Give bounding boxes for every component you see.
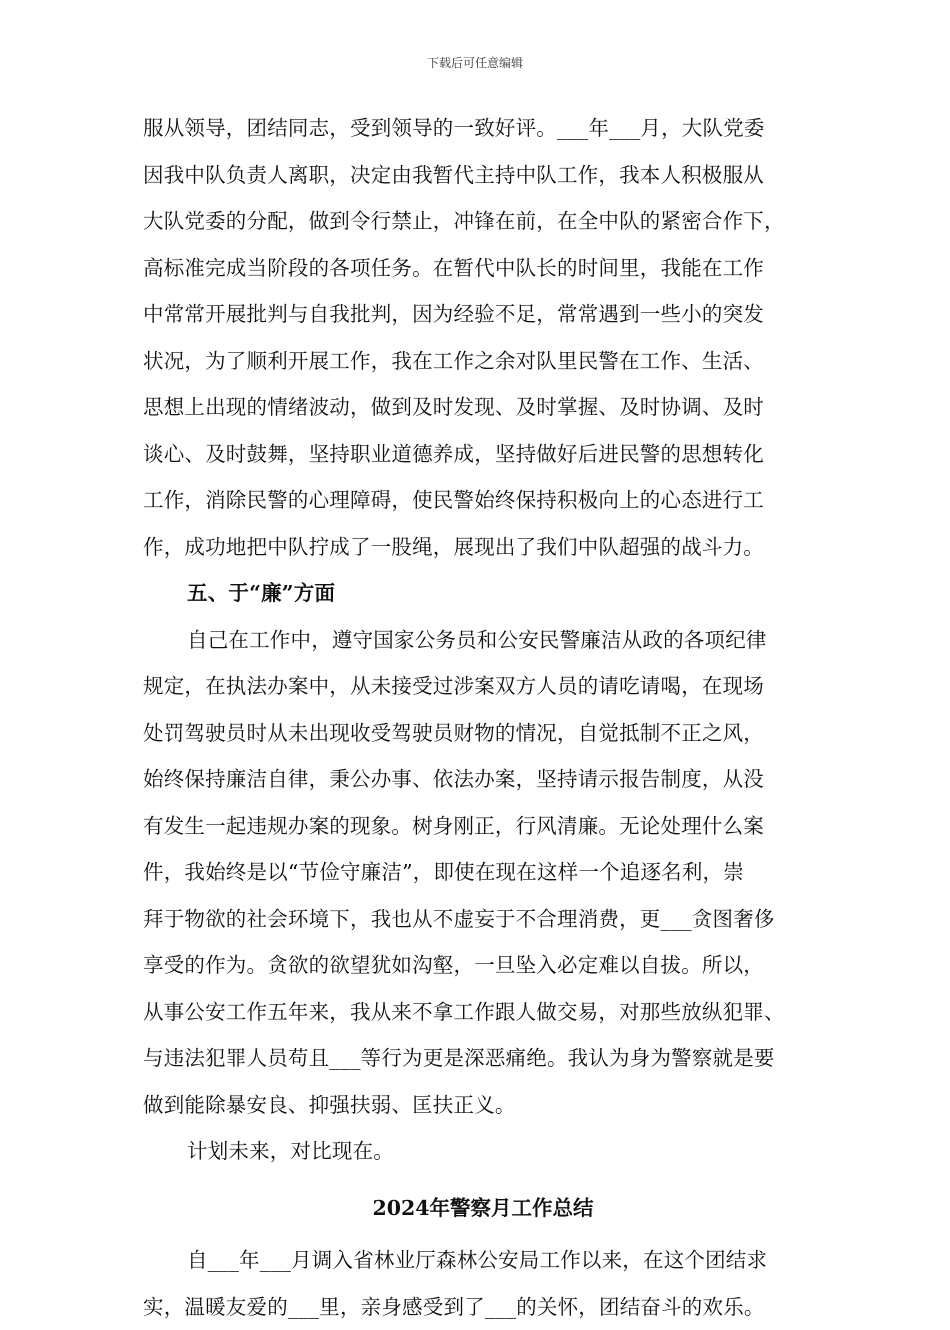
paragraph-line: 工作，消除民警的心理障碍，使民警始终保持积极向上的心态进行工	[143, 477, 823, 524]
paragraph-line: 处罚驾驶员时从未出现收受驾驶员财物的情况，自觉抵制不正之风，	[143, 710, 823, 757]
previous-section-text	[143, 105, 823, 570]
paragraph-line: 拜于物欲的社会环境下，我也从不虚妄于不合理消费，更___贪图奢侈	[143, 896, 823, 943]
closing-line: 计划未来，对比现在。	[143, 1128, 823, 1175]
paragraph-line: 因我中队负责人离职，决定由我暂代主持中队工作，我本人积极服从	[143, 152, 823, 199]
paragraph-line: 自___年___月调入省林业厅森林公安局工作以来，在这个团结求	[143, 1237, 823, 1284]
paragraph-line: 大队党委的分配，做到令行禁止，冲锋在前，在全中队的紧密合作下，	[143, 198, 823, 245]
section-heading: 五、于“廉”方面	[143, 570, 823, 617]
document-title: 2024年警察月工作总结	[143, 1185, 823, 1232]
paragraph-line: 规定，在执法办案中，从未接受过涉案双方人员的请吃请喝，在现场	[143, 663, 823, 710]
paragraph-line: 高标准完成当阶段的各项任务。在暂代中队长的时间里，我能在工作	[143, 245, 823, 292]
paragraph-line: 思想上出现的情绪波动，做到及时发现、及时掌握、及时协调、及时	[143, 384, 823, 431]
paragraph-line: 有发生一起违规办案的现象。树身刚正，行风清廉。无论处理什么案	[143, 803, 823, 850]
paragraph-line: 与违法犯罪人员苟且___等行为更是深恶痛绝。我认为身为警察就是要	[143, 1035, 823, 1082]
paragraph-line: 件，我始终是以“节俭守廉洁”，即使在现在这样一个追逐名利，崇	[143, 849, 823, 896]
paragraph-line: 自己在工作中，遵守国家公务员和公安民警廉洁从政的各项纪律	[143, 617, 823, 664]
paragraph-line: 实，温暖友爱的___里，亲身感受到了___的关怀，团结奋斗的欢乐。	[143, 1284, 823, 1330]
document-body	[143, 105, 823, 1330]
paragraph-line: 从事公安工作五年来，我从来不拿工作跟人做交易，对那些放纵犯罪、	[143, 989, 823, 1036]
section-five	[143, 570, 823, 1175]
paragraph-line: 做到能除暴安良、抑强扶弱、匡扶正义。	[143, 1082, 823, 1129]
paragraph-line: 作，成功地把中队拧成了一股绳，展现出了我们中队超强的战斗力。	[143, 524, 823, 571]
paragraph-line: 状况，为了顺利开展工作，我在工作之余对队里民警在工作、生活、	[143, 338, 823, 385]
paragraph-line: 服从领导，团结同志，受到领导的一致好评。___年___月，大队党委	[143, 105, 823, 152]
paragraph-line: 中常常开展批判与自我批判，因为经验不足，常常遇到一些小的突发	[143, 291, 823, 338]
next-document	[143, 1185, 823, 1330]
paragraph-line: 谈心、及时鼓舞，坚持职业道德养成，坚持做好后进民警的思想转化	[143, 431, 823, 478]
paragraph-line: 享受的作为。贪欲的欲望犹如沟壑，一旦坠入必定难以自拔。所以，	[143, 942, 823, 989]
paragraph-line: 始终保持廉洁自律，秉公办事、依法办案，坚持请示报告制度，从没	[143, 756, 823, 803]
page-header-note: 下载后可任意编辑	[0, 54, 950, 71]
